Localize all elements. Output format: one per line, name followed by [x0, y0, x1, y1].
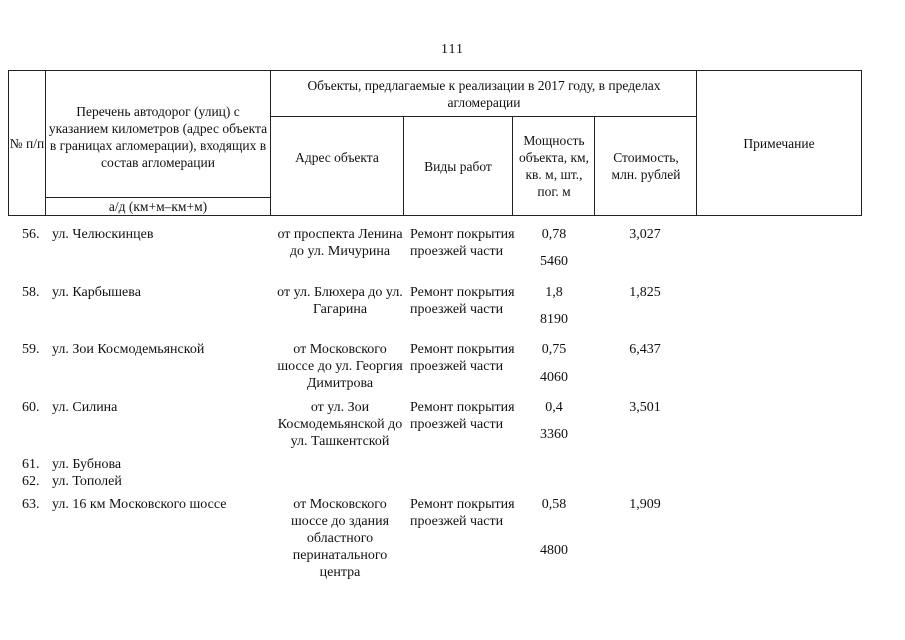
- header-col-works: Виды работ: [424, 158, 492, 174]
- header-col-cost: Стоимость, млн. рублей: [611, 150, 681, 182]
- row-cost: 1,825: [629, 285, 661, 300]
- row-number: 56.: [22, 227, 40, 242]
- row-capacity-km: 0,75: [541, 342, 567, 357]
- row-number: 62.: [22, 474, 40, 489]
- table-header: [8, 70, 862, 216]
- row-capacity-km: 1,8: [545, 285, 563, 300]
- row-address: от проспекта Ленина до ул. Мичурина: [277, 227, 403, 259]
- row-capacity-km: 0,4: [545, 400, 563, 415]
- row-address: от Московского шоссе до здания областного перинатального центра: [290, 497, 390, 580]
- header-col-roads: Перечень автодорог (улиц) с указанием километров (адрес объекта в границах агломерации), входящих в состав агломерации: [48, 104, 268, 170]
- row-number: 58.: [22, 285, 40, 300]
- row-number: 60.: [22, 400, 40, 415]
- row-address: от ул. Зои Космодемьянской до ул. Ташкентской: [277, 400, 403, 449]
- header-col-num: № п/п: [9, 135, 45, 151]
- row-capacity-sqm: 3360: [540, 427, 568, 442]
- row-cost: 3,501: [629, 400, 661, 415]
- page-number: 111: [441, 42, 464, 57]
- row-cost: 3,027: [629, 227, 661, 242]
- header-col-roads-sub: а/д (км+м–км+м): [108, 198, 208, 214]
- row-street: ул. Челюскинцев: [52, 227, 154, 242]
- row-cost: 1,909: [629, 497, 661, 512]
- row-address: от ул. Блюхера до ул. Гагарина: [277, 285, 403, 317]
- header-col-objects: Объекты, предлагаемые к реализации в 2017 году, в пределах агломерации: [307, 78, 661, 110]
- row-works: Ремонт покрытия проезжей части: [410, 400, 515, 432]
- row-cost: 6,437: [629, 342, 661, 357]
- row-street: ул. Тополей: [52, 474, 122, 489]
- row-works: Ремонт покрытия проезжей части: [410, 497, 515, 529]
- row-number: 59.: [22, 342, 40, 357]
- row-street: ул. 16 км Московского шоссе: [52, 497, 227, 512]
- row-street: ул. Бубнова: [52, 457, 122, 472]
- row-street: ул. Силина: [52, 400, 118, 415]
- header-col-address: Адрес объекта: [295, 149, 379, 165]
- row-capacity-sqm: 4800: [540, 543, 568, 558]
- row-works: Ремонт покрытия проезжей части: [410, 342, 515, 374]
- row-capacity-sqm: 4060: [540, 370, 568, 385]
- row-address: от Московского шоссе до ул. Георгия Димитрова: [277, 342, 403, 391]
- row-works: Ремонт покрытия проезжей части: [410, 285, 515, 317]
- row-capacity-sqm: 5460: [540, 254, 568, 269]
- row-capacity-km: 0,78: [541, 227, 567, 242]
- header-col-capacity: Мощность объекта, км, кв. м, шт., пог. м: [519, 133, 589, 199]
- row-number: 61.: [22, 457, 40, 472]
- header-col-note: Примечание: [743, 136, 815, 151]
- row-street: ул. Зои Космодемьянской: [52, 342, 205, 357]
- row-works: Ремонт покрытия проезжей части: [410, 227, 515, 259]
- row-street: ул. Карбышева: [52, 285, 141, 300]
- row-number: 63.: [22, 497, 40, 512]
- row-capacity-sqm: 8190: [540, 312, 568, 327]
- row-capacity-km: 0,58: [541, 497, 567, 512]
